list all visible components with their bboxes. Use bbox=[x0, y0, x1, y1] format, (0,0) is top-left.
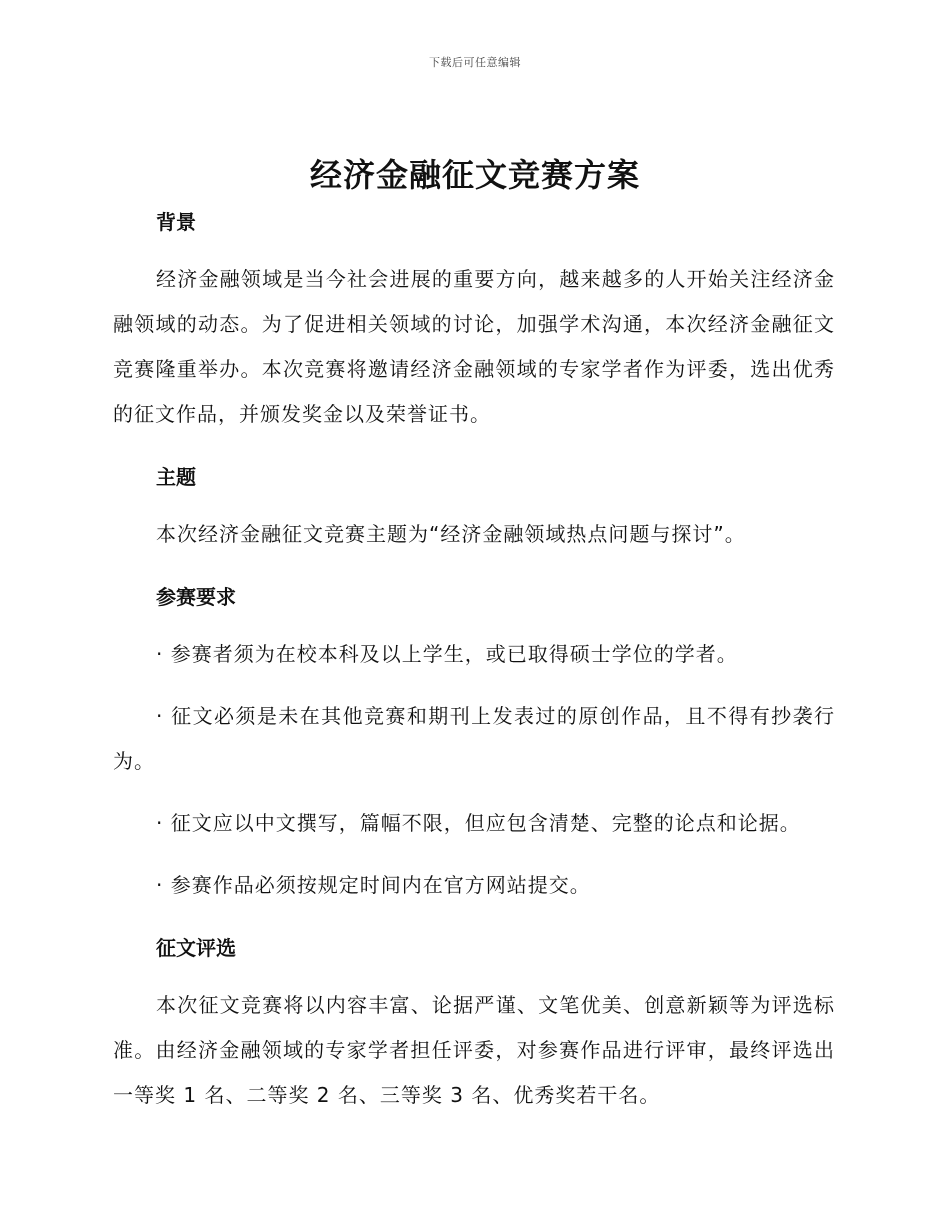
requirement-item: · 参赛作品必须按规定时间内在官方网站提交。 bbox=[156, 873, 591, 897]
theme-paragraph: 本次经济金融征文竞赛主题为“经济金融领域热点问题与探讨”。 bbox=[156, 522, 746, 546]
document-title: 经济金融征文竞赛方案 bbox=[309, 156, 640, 194]
requirement-item: · 参赛者须为在校本科及以上学生，或已取得硕士学位的学者。 bbox=[156, 642, 738, 666]
document-body bbox=[113, 204, 835, 1118]
section-heading-selection: 征文评选 bbox=[156, 936, 236, 960]
requirement-item: · 征文应以中文撰写，篇幅不限，但应包含清楚、完整的论点和论据。 bbox=[156, 811, 801, 835]
page-header-note: 下载后可任意编辑 bbox=[429, 56, 521, 69]
requirement-item: · 征文必须是未在其他竞赛和期刊上发表过的原创作品，且不得有抄袭行为。 bbox=[113, 704, 835, 773]
section-heading-background: 背景 bbox=[156, 210, 196, 234]
selection-paragraph: 本次征文竞赛将以内容丰富、论据严谨、文笔优美、创意新颖等为评选标准。由经济金融领域的专家学者担任评委，对参赛作品进行评审，最终评选出一等奖 1 名、二等奖 2 名、三等奖 3 名、优秀奖若干名。 bbox=[113, 993, 835, 1107]
background-paragraph: 经济金融领域是当今社会进展的重要方向，越来越多的人开始关注经济金融领域的动态。为了促进相关领域的讨论，加强学术沟通，本次经济金融征文竞赛隆重举办。本次竞赛将邀请经济金融领域的专家学者作为评委，选出优秀的征文作品，并颁发奖金以及荣誉证书。 bbox=[113, 267, 835, 426]
section-heading-theme: 主题 bbox=[156, 465, 196, 489]
section-heading-requirements: 参赛要求 bbox=[156, 585, 236, 609]
